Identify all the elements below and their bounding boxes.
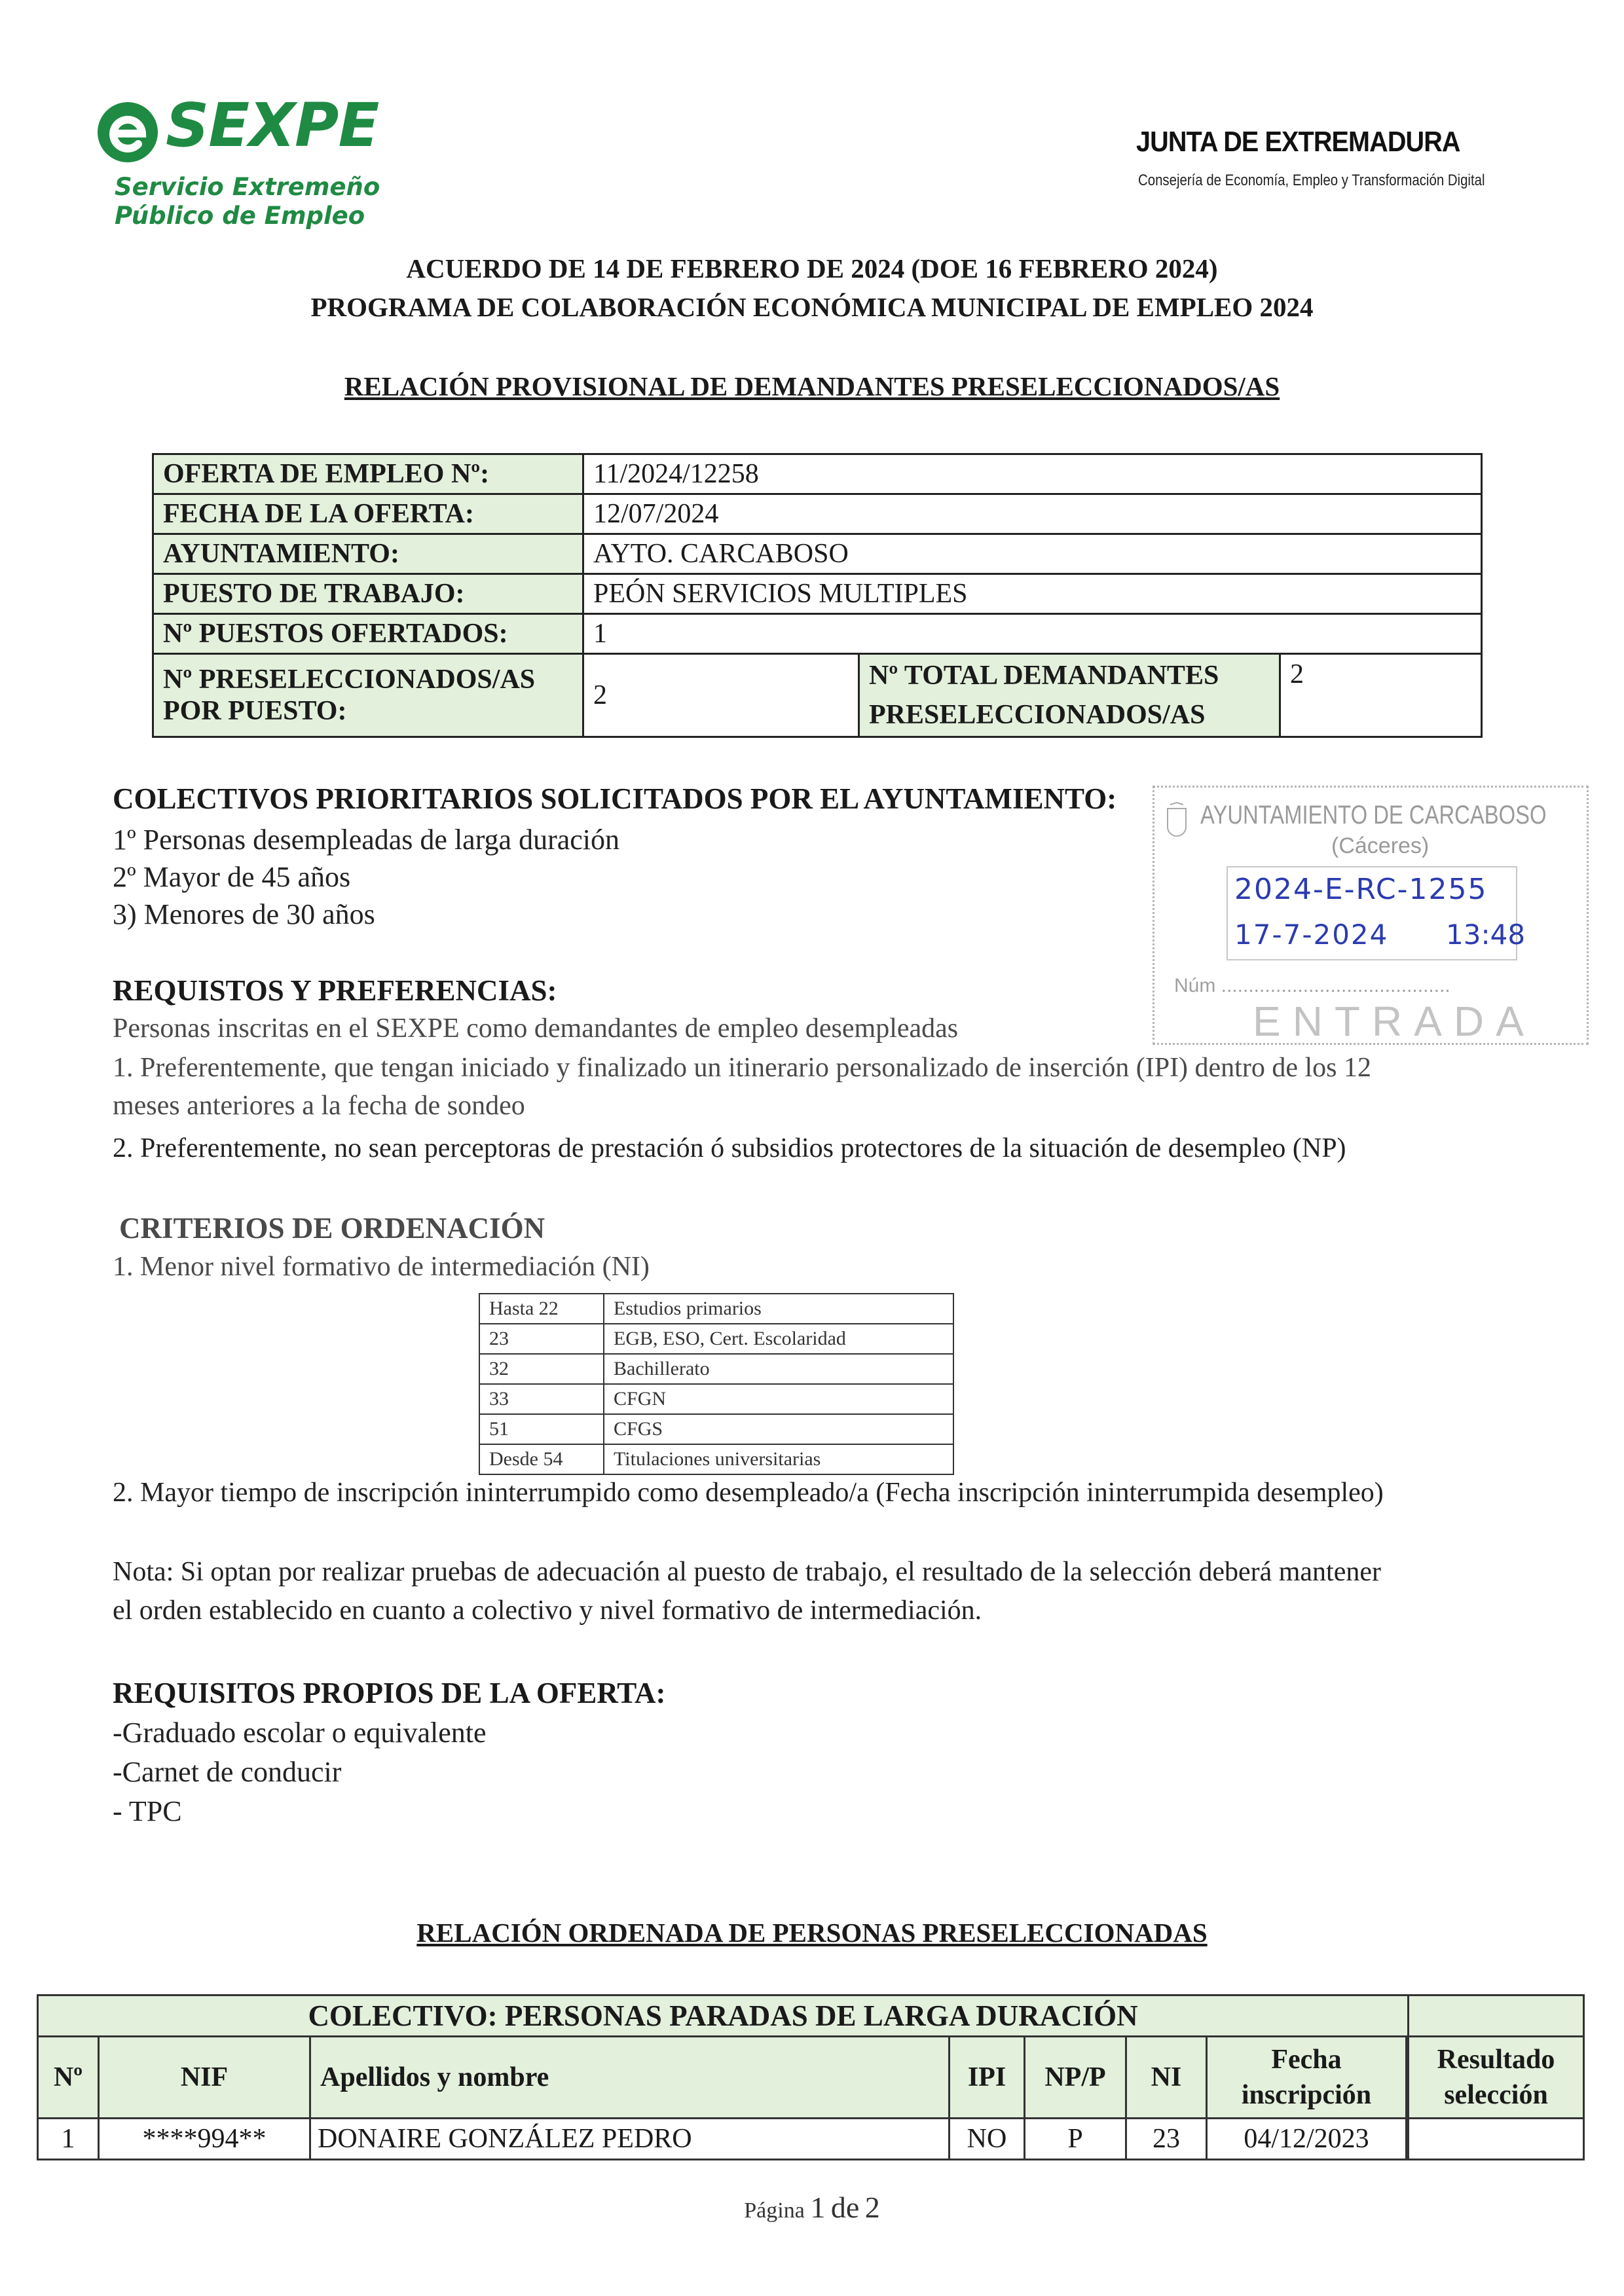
offer-row: [153, 454, 1482, 494]
total-demandantes-label-line2: PRESELECCIONADOS/AS: [869, 700, 1206, 730]
requisitos-propios-heading: REQUISITOS PROPIOS DE LA OFERTA:: [113, 1677, 666, 1709]
page-word: Página: [744, 2198, 805, 2223]
preseleccionados-label-line2: POR PUESTO:: [163, 696, 347, 726]
col-header-ni: NI: [1126, 2037, 1207, 2119]
colectivo-item: 2º Mayor de 45 años: [113, 861, 351, 893]
col-header-fecha-line1: Fecha: [1271, 2045, 1342, 2075]
requisitos-line: 1. Preferentemente, que tengan iniciado y finalizado un itinerario personalizado de inserción (IPI) dentro de los 12: [113, 1053, 1371, 1083]
ni-code: Desde 54: [479, 1444, 604, 1474]
preseleccionados-value: 2: [583, 654, 859, 737]
registry-entry-stamp: [1153, 786, 1589, 1045]
table-caption-row: [38, 1995, 1584, 2037]
criterios-line: 1. Menor nivel formativo de intermediación (NI): [113, 1252, 650, 1282]
cell-n: 1: [38, 2119, 99, 2160]
table-row: [38, 2119, 1584, 2160]
colectivos-heading: COLECTIVOS PRIORITARIOS SOLICITADOS POR EL AYUNTAMIENTO:: [113, 782, 1117, 815]
ni-code: 23: [479, 1324, 604, 1354]
logo-subtitle-line2: Público de Empleo: [115, 202, 365, 230]
nota-line: el orden establecido en cuanto a colectivo y nivel formativo de intermediación.: [113, 1595, 982, 1626]
stamp-entrada: ENTRADA: [1253, 998, 1536, 1045]
offer-row: [153, 654, 1482, 737]
ni-row: [479, 1294, 953, 1324]
offer-date-label: FECHA DE LA OFERTA:: [153, 494, 583, 534]
criterios-line: 2. Mayor tiempo de inscripción ininterrumpido como desempleado/a (Fecha inscripción ininterrumpida desempleo): [113, 1478, 1384, 1508]
colectivo-item: 3) Menores de 30 años: [113, 898, 375, 930]
requisito-propio-item: -Graduado escolar o equivalente: [113, 1717, 487, 1749]
ayuntamiento-value: AYTO. CARCABOSO: [583, 534, 1482, 574]
cell-fecha: 04/12/2023: [1207, 2119, 1407, 2160]
num-puestos-value: 1: [583, 614, 1482, 654]
relacion-heading: RELACIÓN ORDENADA DE PERSONAS PRESELECCIONADAS: [416, 1918, 1208, 1948]
doc-title-line2: PROGRAMA DE COLABORACIÓN ECONÓMICA MUNICIPAL DE EMPLEO 2024: [310, 292, 1314, 322]
ni-description: Bachillerato: [604, 1354, 953, 1384]
stamp-date: 17-7-2024: [1234, 919, 1389, 951]
coat-of-arms-icon: [1164, 802, 1190, 848]
table-header-row: [38, 2037, 1584, 2119]
ayuntamiento-label: AYUNTAMIENTO:: [153, 534, 583, 574]
stamp-province: (Cáceres): [1331, 833, 1430, 858]
col-header-nif: NIF: [99, 2037, 310, 2119]
col-header-resultado-line2: selección: [1444, 2080, 1548, 2110]
sexpe-e-icon: [95, 100, 160, 165]
cell-nif: ****994**: [99, 2119, 310, 2160]
junta-extremadura-title: JUNTA DE EXTREMADURA: [1136, 126, 1460, 158]
col-header-ipi: IPI: [950, 2037, 1025, 2119]
ni-row: [479, 1384, 953, 1414]
logo-subtitle: [115, 173, 380, 230]
doc-title-line3: RELACIÓN PROVISIONAL DE DEMANDANTES PRESELECCIONADOS/AS: [344, 371, 1280, 401]
ni-code: 32: [479, 1354, 604, 1384]
offer-row: [153, 614, 1482, 654]
sexpe-logo: [95, 90, 383, 230]
col-header-n: Nº: [38, 2037, 99, 2119]
ni-code: 33: [479, 1384, 604, 1414]
page-de: de: [830, 2191, 860, 2224]
cell-nombre: DONAIRE GONZÁLEZ PEDRO: [310, 2119, 950, 2160]
ni-row: [479, 1414, 953, 1444]
conseje-subtitle: Consejería de Economía, Empleo y Transformación Digital: [1138, 172, 1485, 189]
requisito-propio-item: - TPC: [113, 1795, 182, 1827]
col-header-nombre: Apellidos y nombre: [310, 2037, 950, 2119]
col-header-npp: NP/P: [1025, 2037, 1126, 2119]
puesto-label: PUESTO DE TRABAJO:: [153, 574, 583, 614]
criterios-heading: CRITERIOS DE ORDENACIÓN: [119, 1212, 545, 1245]
cell-resultado: [1409, 2119, 1584, 2160]
offer-number-label: OFERTA DE EMPLEO Nº:: [153, 454, 583, 494]
ni-description: CFGN: [604, 1384, 953, 1414]
page-number: [0, 2190, 1624, 2225]
ni-row: [479, 1354, 953, 1384]
ni-description: EGB, ESO, Cert. Escolaridad: [604, 1324, 953, 1354]
page-total: 2: [864, 2191, 880, 2224]
offer-row: [153, 494, 1482, 534]
stamp-ayuntamiento: AYUNTAMIENTO DE CARCABOSO: [1200, 801, 1547, 829]
puesto-value: PEÓN SERVICIOS MULTIPLES: [583, 574, 1482, 614]
colectivo-item: 1º Personas desempleadas de larga duración: [113, 824, 620, 856]
offer-table: [152, 453, 1483, 738]
col-header-resultado-line1: Resultado: [1437, 2045, 1555, 2075]
ni-code: 51: [479, 1414, 604, 1444]
cell-ipi: NO: [950, 2119, 1025, 2160]
total-demandantes-value: 2: [1280, 654, 1482, 737]
stamp-num-line: Núm ..........................................: [1174, 975, 1450, 996]
ni-code: Hasta 22: [479, 1294, 604, 1324]
logo-subtitle-line1: Servicio Extremeño: [115, 173, 380, 201]
offer-number-value: 11/2024/12258: [583, 454, 1482, 494]
ni-description: CFGS: [604, 1414, 953, 1444]
requisito-propio-item: -Carnet de conducir: [113, 1756, 342, 1788]
preseleccionados-label-line1: Nº PRESELECCIONADOS/AS: [163, 665, 536, 695]
col-header-resultado: [1409, 2037, 1584, 2119]
offer-row: [153, 534, 1482, 574]
preselected-table: [37, 1994, 1585, 2160]
preseleccionados-label: [153, 654, 583, 737]
cell-ni: 23: [1126, 2119, 1207, 2160]
requisitos-line: 2. Preferentemente, no sean perceptoras de prestación ó subsidios protectores de la situación de desempleo (NP): [113, 1133, 1346, 1163]
cell-npp: P: [1025, 2119, 1126, 2160]
page-current: 1: [810, 2191, 826, 2224]
requisitos-heading: REQUISTOS Y PREFERENCIAS:: [113, 974, 557, 1007]
doc-title-line1: ACUERDO DE 14 DE FEBRERO DE 2024 (DOE 16 FEBRERO 2024): [406, 253, 1218, 283]
total-demandantes-label-line1: Nº TOTAL DEMANDANTES: [869, 661, 1219, 691]
nota-line: Nota: Si optan por realizar pruebas de adecuación al puesto de trabajo, el resultado de la selección deberá mantener: [113, 1557, 1381, 1587]
ni-description: Titulaciones universitarias: [604, 1444, 953, 1474]
ni-row: [479, 1444, 953, 1474]
offer-date-value: 12/07/2024: [583, 494, 1482, 534]
logo-wordmark: SEXPE: [166, 90, 379, 160]
colectivo-caption: COLECTIVO: PERSONAS PARADAS DE LARGA DURACIÓN: [38, 1995, 1409, 2037]
requisitos-line: Personas inscritas en el SEXPE como demandantes de empleo desempleadas: [113, 1013, 959, 1044]
stamp-registry-number: 2024-E-RC-1255: [1234, 873, 1488, 906]
requisitos-line: meses anteriores a la fecha de sondeo: [113, 1091, 525, 1121]
total-demandantes-label: [859, 654, 1280, 737]
caption-spacer: [1409, 1995, 1584, 2037]
col-header-fecha-line2: inscripción: [1241, 2080, 1372, 2110]
offer-row: [153, 574, 1482, 614]
ni-levels-table: [479, 1293, 954, 1475]
col-header-fecha: [1207, 2037, 1407, 2119]
ni-description: Estudios primarios: [604, 1294, 953, 1324]
num-puestos-label: Nº PUESTOS OFERTADOS:: [153, 614, 583, 654]
ni-row: [479, 1324, 953, 1354]
stamp-time: 13:48: [1446, 919, 1526, 951]
